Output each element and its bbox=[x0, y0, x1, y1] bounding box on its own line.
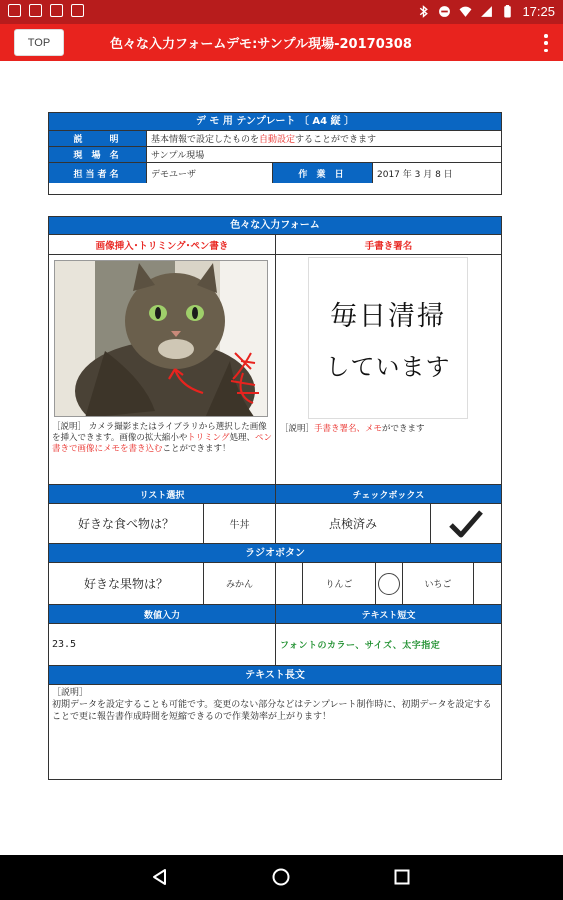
long-text-value: 初期データを設定することも可能です。変更のない部分などはテンプレート制作時に、初期データを設定することで更に報告書作成時間を短縮できるので作業効率が上がります！ bbox=[52, 700, 492, 722]
long-text-input[interactable] bbox=[49, 685, 501, 774]
inspected-checkbox[interactable] bbox=[431, 504, 501, 543]
number-input-header: 数値入力 bbox=[49, 605, 276, 623]
notification-icon bbox=[71, 4, 84, 17]
bluetooth-icon bbox=[417, 5, 430, 18]
short-text-header: テキスト短文 bbox=[361, 610, 416, 621]
template-title: デ モ 用 テンプレート 〔 A4 縦 〕 bbox=[49, 113, 501, 131]
notification-icon bbox=[8, 4, 21, 17]
radio-option-label: りんご bbox=[303, 563, 376, 604]
radio-header: ラジオボタン bbox=[49, 544, 501, 563]
back-icon[interactable] bbox=[150, 867, 170, 887]
long-text-header: テキスト長文 bbox=[49, 666, 501, 685]
image-description: ［説明］ カメラ撮影またはライブラリから選択した画像を挿入できます。画像の拡大縮小やトリミング処理、ペン書きで画像にメモを書き込むことができます！ bbox=[52, 422, 273, 454]
navigation-bar bbox=[0, 855, 563, 900]
status-bar bbox=[0, 0, 563, 24]
image-cell bbox=[49, 255, 276, 484]
radio-option-label: みかん bbox=[204, 563, 276, 604]
description-value: 基本情報で設定したものを 自動設定 することができます bbox=[151, 135, 377, 145]
list-select-header: リスト選択 bbox=[49, 485, 276, 503]
radio-option-label: いちご bbox=[403, 563, 474, 604]
person-label: 担当者名 bbox=[49, 163, 147, 183]
radio-circle-icon bbox=[378, 573, 400, 595]
list-question: 好きな食べ物は？ bbox=[49, 504, 204, 543]
form-title: 色々な入力フォーム bbox=[49, 217, 501, 235]
signature-pad[interactable] bbox=[308, 257, 468, 419]
notification-icons bbox=[8, 4, 84, 17]
app-bar bbox=[0, 24, 563, 61]
clock: 17:25 bbox=[522, 4, 555, 19]
page-title: 色々な入力フォームデモ:サンプル現場-20170308 bbox=[110, 37, 412, 52]
long-text-label: ［説明］ bbox=[52, 688, 89, 698]
radio-button[interactable] bbox=[474, 563, 501, 604]
form-table bbox=[48, 216, 502, 780]
battery-icon bbox=[501, 5, 514, 18]
radio-button[interactable] bbox=[276, 563, 303, 604]
signature-text-line1: 毎日清掃 bbox=[330, 301, 446, 332]
checkbox-header: チェックボックス bbox=[352, 490, 425, 501]
radio-button[interactable] bbox=[376, 563, 403, 604]
site-name-field[interactable]: サンプル現場 bbox=[151, 151, 205, 161]
notification-icon bbox=[50, 4, 63, 17]
radio-question: 好きな果物は？ bbox=[49, 563, 204, 604]
top-button[interactable]: TOP bbox=[14, 29, 64, 56]
cat-photo[interactable] bbox=[54, 260, 268, 417]
person-field[interactable]: デモユーザ bbox=[147, 163, 273, 183]
home-icon[interactable] bbox=[271, 867, 291, 887]
checkmark-icon bbox=[448, 509, 484, 539]
do-not-disturb-icon bbox=[438, 5, 451, 18]
cat-image bbox=[55, 261, 268, 417]
number-input[interactable]: 23.5 bbox=[49, 624, 276, 665]
list-select[interactable]: 牛丼 bbox=[204, 504, 276, 543]
overflow-menu-icon[interactable] bbox=[543, 34, 549, 52]
image-section-header: 画像挿入･トリミング･ペン書き bbox=[49, 235, 276, 254]
signature-section-header: 手書き署名 bbox=[364, 240, 413, 252]
short-text-input[interactable]: フォントのカラー、サイズ、太字指定 bbox=[280, 641, 441, 651]
description-label: 説 明 bbox=[49, 131, 147, 146]
recents-icon[interactable] bbox=[392, 867, 412, 887]
signature-cell bbox=[276, 255, 501, 484]
notification-icon bbox=[29, 4, 42, 17]
checkbox-label: 点検済み bbox=[276, 504, 431, 543]
signature-text-line2: しています bbox=[325, 353, 451, 381]
work-date-field[interactable]: 2017 年 3 月 8 日 bbox=[377, 169, 453, 180]
work-date-label: 作 業 日 bbox=[273, 163, 373, 183]
template-info-table bbox=[48, 112, 502, 195]
wifi-icon bbox=[459, 5, 472, 18]
site-name-label: 現 場 名 bbox=[49, 147, 147, 162]
signature-description: ［説明］手書き署名、メモができます bbox=[280, 424, 425, 434]
signal-icon bbox=[480, 5, 493, 18]
